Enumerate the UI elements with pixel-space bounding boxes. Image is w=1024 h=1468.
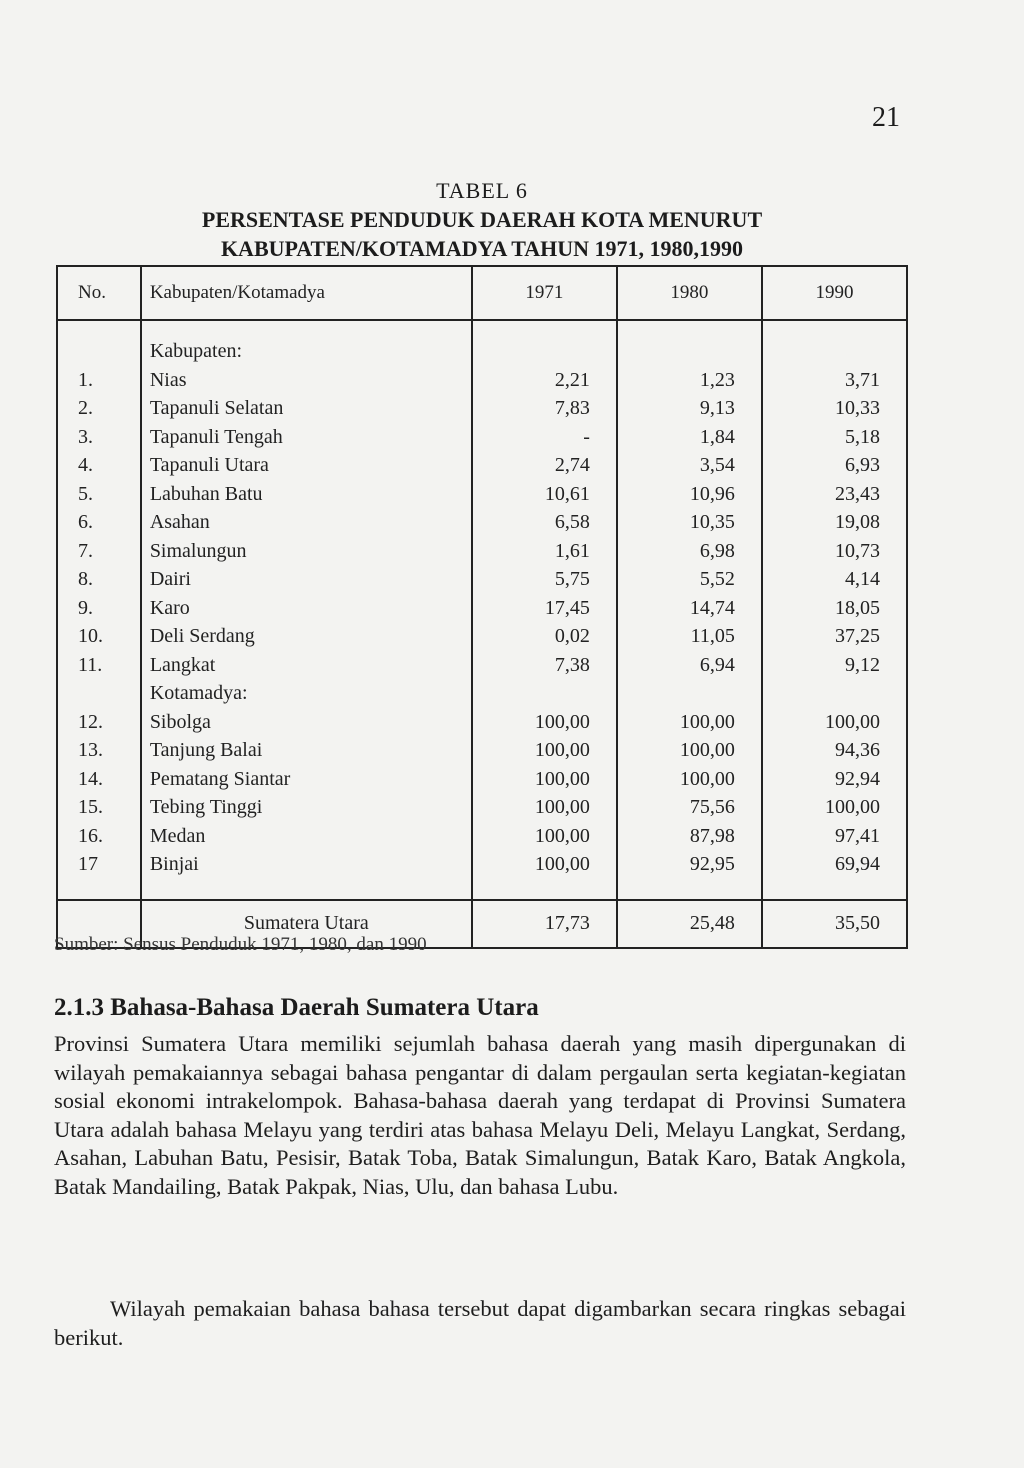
table-title-line2: KABUPATEN/KOTAMADYA TAHUN 1971, 1980,1990 bbox=[220, 236, 744, 261]
row-number: 6. bbox=[57, 508, 141, 537]
row-number: 5. bbox=[57, 480, 141, 509]
table-row bbox=[57, 366, 907, 395]
row-number: 11. bbox=[57, 651, 141, 680]
row-name: Tebing Tinggi bbox=[141, 793, 472, 822]
value-1990: 9,12 bbox=[762, 651, 907, 680]
table-row bbox=[57, 765, 907, 794]
value-1980: 14,74 bbox=[617, 594, 762, 623]
row-name: Asahan bbox=[141, 508, 472, 537]
value-1971: 7,83 bbox=[472, 394, 617, 423]
row-number: 16. bbox=[57, 822, 141, 851]
paragraph-2: Wilayah pemakaian bahasa bahasa tersebut dapat digambarkan secara ringkas sebagai berikut. bbox=[54, 1296, 906, 1350]
table-row bbox=[57, 736, 907, 765]
row-number: 17 bbox=[57, 850, 141, 879]
table-body bbox=[57, 320, 907, 948]
row-number: 4. bbox=[57, 451, 141, 480]
table-label: TABEL 6 bbox=[436, 178, 528, 203]
table-row bbox=[57, 565, 907, 594]
value-1980: 6,94 bbox=[617, 651, 762, 680]
value-1971: 0,02 bbox=[472, 622, 617, 651]
value-1980: 9,13 bbox=[617, 394, 762, 423]
row-number: 8. bbox=[57, 565, 141, 594]
section-heading: 2.1.3 Bahasa-Bahasa Daerah Sumatera Utara bbox=[54, 994, 539, 1021]
value-1990: 18,05 bbox=[762, 594, 907, 623]
header-1990: 1990 bbox=[762, 266, 907, 320]
value-1990: 97,41 bbox=[762, 822, 907, 851]
value-1971: 17,45 bbox=[472, 594, 617, 623]
row-name: Simalungun bbox=[141, 537, 472, 566]
value-1971: 100,00 bbox=[472, 850, 617, 879]
row-number: 14. bbox=[57, 765, 141, 794]
table-row bbox=[57, 451, 907, 480]
value-1990: 69,94 bbox=[762, 850, 907, 879]
row-name: Tapanuli Selatan bbox=[141, 394, 472, 423]
row-number: 7. bbox=[57, 537, 141, 566]
population-table bbox=[56, 265, 908, 949]
value-1990: 4,14 bbox=[762, 565, 907, 594]
value-1980: 100,00 bbox=[617, 765, 762, 794]
row-number: 3. bbox=[57, 423, 141, 452]
value-1980: 92,95 bbox=[617, 850, 762, 879]
row-number: 13. bbox=[57, 736, 141, 765]
table-row bbox=[57, 594, 907, 623]
total-name: Sumatera Utara bbox=[141, 900, 472, 948]
value-1990: 6,93 bbox=[762, 451, 907, 480]
row-name: Sibolga bbox=[141, 708, 472, 737]
value-1990: 94,36 bbox=[762, 736, 907, 765]
value-1990: 23,43 bbox=[762, 480, 907, 509]
table-row bbox=[57, 537, 907, 566]
row-number: 2. bbox=[57, 394, 141, 423]
value-1990: 19,08 bbox=[762, 508, 907, 537]
value-1980: 5,52 bbox=[617, 565, 762, 594]
table-row bbox=[57, 480, 907, 509]
value-1990: 10,33 bbox=[762, 394, 907, 423]
value-1990: 37,25 bbox=[762, 622, 907, 651]
value-1971: 6,58 bbox=[472, 508, 617, 537]
value-1971: 100,00 bbox=[472, 708, 617, 737]
table-row bbox=[57, 622, 907, 651]
value-1980: 3,54 bbox=[617, 451, 762, 480]
value-1971: 1,61 bbox=[472, 537, 617, 566]
table-row bbox=[57, 508, 907, 537]
value-1990: 92,94 bbox=[762, 765, 907, 794]
row-name: Deli Serdang bbox=[141, 622, 472, 651]
row-name: Dairi bbox=[141, 565, 472, 594]
table-row bbox=[57, 708, 907, 737]
row-number: 9. bbox=[57, 594, 141, 623]
value-1980: 10,35 bbox=[617, 508, 762, 537]
value-1990: 3,71 bbox=[762, 366, 907, 395]
value-1971: 2,74 bbox=[472, 451, 617, 480]
row-number: 15. bbox=[57, 793, 141, 822]
row-name: Pematang Siantar bbox=[141, 765, 472, 794]
table-row bbox=[57, 822, 907, 851]
table-source: Sumber: Sensus Penduduk 1971, 1980, dan 1990 bbox=[54, 934, 427, 955]
value-1990: 100,00 bbox=[762, 708, 907, 737]
table-row bbox=[57, 394, 907, 423]
value-1980: 87,98 bbox=[617, 822, 762, 851]
header-name: Kabupaten/Kotamadya bbox=[141, 266, 472, 320]
total-1990: 35,50 bbox=[762, 900, 907, 948]
header-no: No. bbox=[57, 266, 141, 320]
paragraph-1: Provinsi Sumatera Utara memiliki sejumlah bahasa daerah yang masih dipergunakan di wilayah pemakaiannya sebagai bahasa pengantar di dalam pergaulan serta kegiatan-kegiatan sosial ekonomi intrakelompok. Bahasa-bahasa daerah yang terdapat di Provinsi Sumatera Utara adalah bahasa Melayu yang terdiri atas bahasa Melayu Deli, Melayu Langkat, Serdang, Asahan, Labuhan Batu, Pesisir, Batak Toba, Batak Simalungun, Batak Karo, Batak Angkola, Batak Mandailing, Batak Pakpak, Nias, Ulu, dan bahasa Lubu. bbox=[54, 1031, 906, 1199]
table-row bbox=[57, 423, 907, 452]
value-1990: 10,73 bbox=[762, 537, 907, 566]
value-1971: 100,00 bbox=[472, 793, 617, 822]
header-1980: 1980 bbox=[617, 266, 762, 320]
value-1990: 100,00 bbox=[762, 793, 907, 822]
group-row bbox=[57, 337, 907, 366]
table-title-line1: PERSENTASE PENDUDUK DAERAH KOTA MENURUT bbox=[201, 207, 763, 232]
table-row bbox=[57, 850, 907, 879]
group-label-kabupaten: Kabupaten: bbox=[141, 337, 472, 366]
value-1980: 100,00 bbox=[617, 736, 762, 765]
row-name: Labuhan Batu bbox=[141, 480, 472, 509]
row-name: Karo bbox=[141, 594, 472, 623]
value-1971: 100,00 bbox=[472, 736, 617, 765]
total-1971: 17,73 bbox=[472, 900, 617, 948]
value-1971: 100,00 bbox=[472, 765, 617, 794]
group-row bbox=[57, 679, 907, 708]
value-1980: 1,84 bbox=[617, 423, 762, 452]
value-1990: 5,18 bbox=[762, 423, 907, 452]
row-name: Binjai bbox=[141, 850, 472, 879]
value-1971: 100,00 bbox=[472, 822, 617, 851]
row-number: 10. bbox=[57, 622, 141, 651]
value-1971: 10,61 bbox=[472, 480, 617, 509]
value-1971: 2,21 bbox=[472, 366, 617, 395]
total-1980: 25,48 bbox=[617, 900, 762, 948]
table-row bbox=[57, 651, 907, 680]
row-name: Langkat bbox=[141, 651, 472, 680]
value-1980: 6,98 bbox=[617, 537, 762, 566]
value-1980: 75,56 bbox=[617, 793, 762, 822]
value-1980: 10,96 bbox=[617, 480, 762, 509]
value-1980: 11,05 bbox=[617, 622, 762, 651]
row-number: 1. bbox=[57, 366, 141, 395]
row-name: Medan bbox=[141, 822, 472, 851]
row-number: 12. bbox=[57, 708, 141, 737]
row-name: Tapanuli Tengah bbox=[141, 423, 472, 452]
value-1980: 100,00 bbox=[617, 708, 762, 737]
row-name: Tapanuli Utara bbox=[141, 451, 472, 480]
table-titles bbox=[56, 176, 908, 263]
value-1980: 1,23 bbox=[617, 366, 762, 395]
value-1971: - bbox=[472, 423, 617, 452]
page-number: 21 bbox=[872, 102, 900, 133]
group-label-kotamadya: Kotamadya: bbox=[141, 679, 472, 708]
value-1971: 5,75 bbox=[472, 565, 617, 594]
table-header-row bbox=[57, 266, 907, 320]
value-1971: 7,38 bbox=[472, 651, 617, 680]
header-1971: 1971 bbox=[472, 266, 617, 320]
table-row bbox=[57, 793, 907, 822]
row-name: Tanjung Balai bbox=[141, 736, 472, 765]
row-name: Nias bbox=[141, 366, 472, 395]
